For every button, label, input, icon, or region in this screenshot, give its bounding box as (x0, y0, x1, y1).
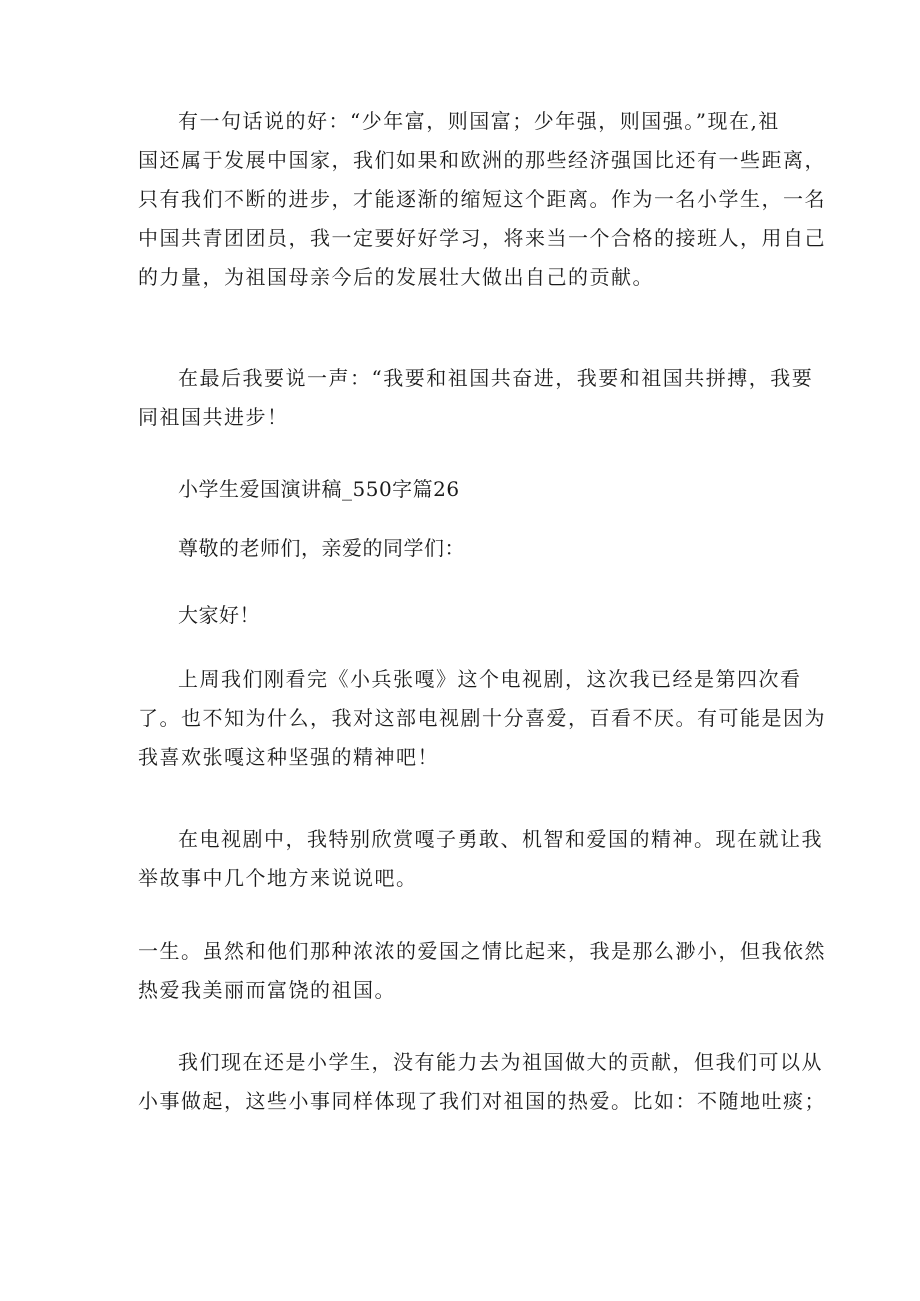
paragraph-line: 只有我们不断的进步，才能逐渐的缩短这个距离。作为一名小学生，一名 (138, 187, 826, 211)
paragraph-line: 中国共青团团员，我一定要好好学习，将来当一个合格的接班人，用自己 (138, 226, 826, 250)
paragraph-3 (138, 660, 826, 777)
salutation: 尊敬的老师们，亲爱的同学们： (178, 536, 465, 560)
paragraph-line: 热爱我美丽而富饶的祖国。 (138, 978, 396, 1002)
paragraph-line: 了。也不知为什么，我对这部电视剧十分喜爱，百看不厌。有可能是因为 (138, 706, 826, 730)
paragraph-line: 我们现在还是小学生，没有能力去为祖国做大的贡献，但我们可以从 (178, 1050, 823, 1074)
paragraph-line: 有一句话说的好：“少年富，则国富；少年强，则国强。”现在,祖 (178, 109, 780, 133)
paragraph-6 (138, 1043, 826, 1121)
paragraph-line: 在最后我要说一声：“我要和祖国共奋进，我要和祖国共拼搏，我要 (178, 366, 814, 390)
paragraph-line: 一生。虽然和他们那种浓浓的爱国之情比起来，我是那么渺小，但我依然 (138, 939, 826, 963)
paragraph-line: 在电视剧中，我特别欣赏嘎子勇敢、机智和爱国的精神。现在就让我 (178, 827, 823, 851)
paragraph-line: 举故事中几个地方来说说吧。 (138, 866, 418, 890)
paragraph-line: 同祖国共进步！ (138, 405, 289, 429)
paragraph-line: 的力量，为祖国母亲今后的发展壮大做出自己的贡献。 (138, 265, 654, 289)
paragraph-4 (138, 820, 823, 898)
greeting: 大家好！ (178, 603, 260, 627)
section-title: 小学生爱国演讲稿_550字篇26 (178, 477, 460, 501)
paragraph-5 (138, 932, 826, 1010)
paragraph-2 (138, 359, 814, 437)
paragraph-line: 上周我们刚看完《小兵张嘎》这个电视剧，这次我已经是第四次看 (178, 667, 802, 691)
paragraph-line: 小事做起，这些小事同样体现了我们对祖国的热爱。比如：不随地吐痰； (138, 1089, 826, 1113)
paragraph-line: 我喜欢张嘎这种坚强的精神吧！ (138, 745, 439, 769)
paragraph-1 (138, 102, 826, 297)
paragraph-line: 国还属于发展中国家，我们如果和欧洲的那些经济强国比还有一些距离， (138, 148, 826, 172)
